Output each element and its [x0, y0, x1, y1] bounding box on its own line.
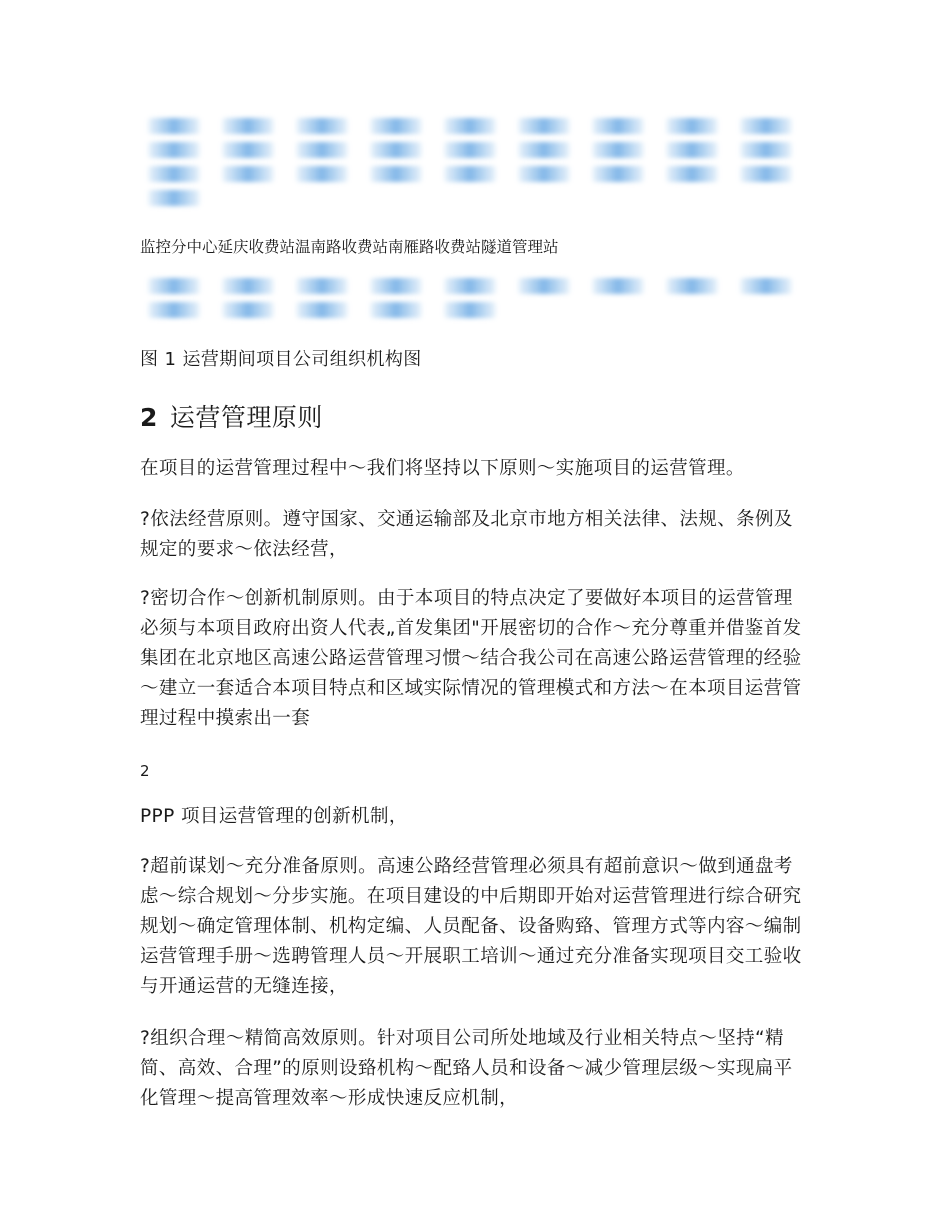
- org-chart-box: [296, 278, 348, 294]
- org-chart-box: [666, 166, 718, 182]
- org-chart-box: [222, 142, 274, 158]
- org-chart-blurred-row: [148, 142, 792, 158]
- org-chart-box: [370, 166, 422, 182]
- section-heading: [140, 398, 323, 434]
- org-chart-box: [222, 278, 274, 294]
- org-chart-blurred-row: [148, 278, 792, 294]
- org-chart-box: [592, 278, 644, 294]
- org-chart-box: [666, 142, 718, 158]
- org-chart-box: [148, 118, 200, 134]
- org-chart-box: [148, 190, 200, 206]
- org-chart-blurred-row: [148, 190, 200, 206]
- org-chart-box: [148, 166, 200, 182]
- paragraph-intro: 在项目的运营管理过程中～我们将坚持以下原则～实施项目的运营管理。: [140, 458, 745, 479]
- org-chart-box: [296, 302, 348, 318]
- org-chart-box: [740, 118, 792, 134]
- org-chart-box: [222, 166, 274, 182]
- org-chart-box: [518, 118, 570, 134]
- org-chart-box: [444, 142, 496, 158]
- org-chart-station-labels: 监控分中心延庆收费站温南路收费站南雁路收费站隧道管理站: [140, 238, 559, 256]
- org-chart-box: [518, 278, 570, 294]
- org-chart-blurred-row: [148, 118, 792, 134]
- paragraph-principle-cooperation: ?密切合作～创新机制原则。由于本项目的特点决定了要做好本项目的运营管理必须与本项目政府出资人代表„首发集团"开展密切的合作～充分尊重并借鉴首发集团在北京地区高速公路运营管理习惯～结合我公司在高速公路运营管理的经验～建立一套适合本项目特点和区域实际情况的管理模式和方法～在本项目运营管理过程中摸索出一套: [140, 588, 802, 729]
- org-chart-box: [148, 278, 200, 294]
- org-chart-box: [592, 142, 644, 158]
- section-title: 运营管理原则: [169, 403, 323, 432]
- paragraph-principle-planning: ?超前谋划～充分准备原则。高速公路经营管理必须具有超前意识～做到通盘考虑～综合规划～分步实施。在项目建设的中后期即开始对运营管理进行综合研究规划～确定管理体制、机构定编、人员配备、设备购臵、管理方式等内容～编制运营管理手册～选聘管理人员～开展职工培训～通过充分准备实现项目交工验收与开通运营的无缝连接，: [140, 856, 802, 997]
- org-chart-box: [444, 118, 496, 134]
- org-chart-box: [592, 166, 644, 182]
- org-chart-box: [296, 142, 348, 158]
- org-chart-blurred-row: [148, 166, 792, 182]
- org-chart-box: [666, 118, 718, 134]
- org-chart-box: [740, 142, 792, 158]
- org-chart-box: [740, 278, 792, 294]
- org-chart-box: [148, 142, 200, 158]
- org-chart-box: [740, 166, 792, 182]
- org-chart-box: [296, 166, 348, 182]
- org-chart-box: [370, 142, 422, 158]
- page-number: 2: [140, 762, 150, 780]
- org-chart-box: [222, 118, 274, 134]
- org-chart-box: [222, 302, 274, 318]
- figure-caption: 图 1 运营期间项目公司组织机构图: [140, 349, 422, 370]
- org-chart-blurred-row: [148, 302, 496, 318]
- org-chart-box: [370, 278, 422, 294]
- org-chart-box: [148, 302, 200, 318]
- org-chart-box: [296, 118, 348, 134]
- org-chart-box: [666, 278, 718, 294]
- paragraph-principle-law: ?依法经营原则。遵守国家、交通运输部及北京市地方相关法律、法规、条例及规定的要求～依法经营，: [140, 509, 793, 560]
- org-chart-box: [444, 166, 496, 182]
- org-chart-box: [592, 118, 644, 134]
- section-number: 2: [140, 403, 158, 432]
- paragraph-ppp-mechanism: PPP 项目运营管理的创新机制，: [140, 806, 408, 827]
- org-chart-box: [444, 278, 496, 294]
- org-chart-box: [444, 302, 496, 318]
- paragraph-principle-organization: ?组织合理～精简高效原则。针对项目公司所处地域及行业相关特点～坚持“精简、高效、合理”的原则设臵机构～配臵人员和设备～减少管理层级～实现扁平化管理～提高管理效率～形成快速反应机制，: [140, 1028, 793, 1109]
- org-chart-box: [518, 142, 570, 158]
- org-chart-box: [370, 302, 422, 318]
- org-chart-box: [518, 166, 570, 182]
- org-chart-box: [370, 118, 422, 134]
